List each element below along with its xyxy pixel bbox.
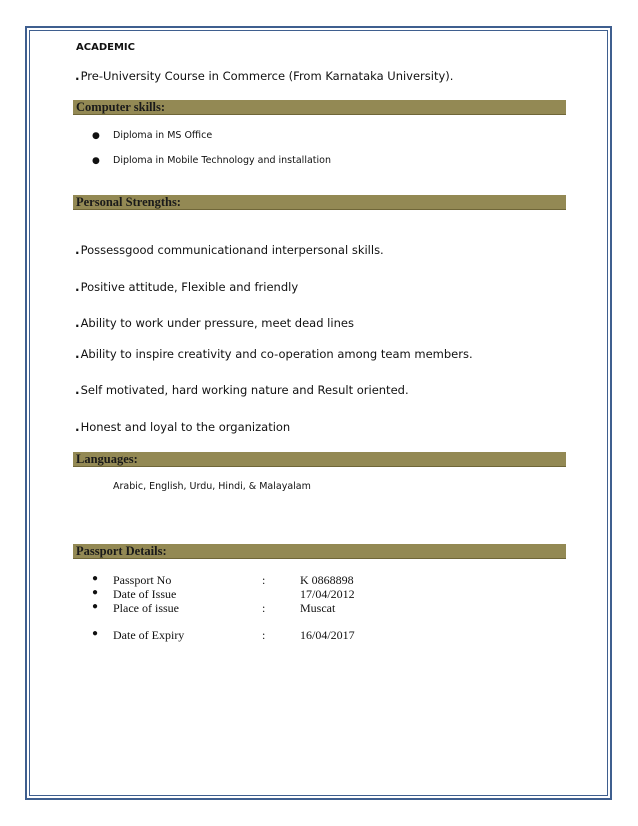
list-item — [75, 316, 354, 330]
list-item — [75, 280, 298, 294]
passport-row-separator: : — [262, 628, 266, 642]
passport-row-value: Muscat — [300, 601, 336, 615]
bullet-icon: ● — [92, 601, 99, 612]
list-item — [75, 243, 384, 257]
list-item — [75, 420, 290, 434]
strength-text: Honest and loyal to the organization — [80, 420, 291, 434]
passport-row-value: K 0868898 — [300, 573, 354, 587]
personal-strengths-heading: Personal Strengths: — [76, 195, 181, 209]
bullet-icon: . — [75, 69, 80, 83]
passport-row-label: Place of issue — [113, 601, 179, 615]
strength-text: Ability to inspire creativity and co-operation among team members. — [80, 347, 473, 361]
list-item — [75, 347, 473, 361]
passport-heading: Passport Details: — [76, 544, 167, 558]
page-border-inner — [29, 30, 608, 796]
list-item — [92, 130, 212, 141]
section-bar-passport-details — [73, 544, 566, 559]
section-bar-languages — [73, 452, 566, 467]
academic-heading: ACADEMIC — [76, 42, 135, 53]
passport-row-label: Date of Issue — [113, 587, 177, 601]
computer-skills-heading: Computer skills: — [76, 100, 166, 114]
bullet-icon: ● — [92, 131, 100, 141]
computer-skill-text: Diploma in MS Office — [113, 130, 213, 141]
strength-text: Possessgood communicationand interpersonal skills. — [80, 243, 384, 257]
list-item — [75, 383, 409, 397]
section-bar-computer-skills — [73, 100, 566, 115]
bullet-icon: . — [75, 420, 80, 434]
bullet-icon: ● — [92, 156, 100, 166]
bullet-icon: ● — [92, 587, 99, 598]
passport-row — [0, 601, 638, 617]
languages-heading: Languages: — [76, 452, 138, 466]
passport-row — [0, 628, 638, 644]
computer-skill-text: Diploma in Mobile Technology and installation — [113, 155, 331, 166]
bullet-icon: . — [75, 243, 80, 257]
languages-text: Arabic, English, Urdu, Hindi, & Malayalam — [113, 481, 311, 492]
strength-text: Self motivated, hard working nature and Result oriented. — [80, 383, 409, 397]
passport-row-separator: : — [262, 601, 266, 615]
academic-item — [75, 69, 453, 83]
academic-item-text: Pre-University Course in Commerce (From Karnataka University). — [80, 69, 454, 83]
passport-row-separator: : — [262, 573, 266, 587]
bullet-icon: . — [75, 347, 80, 361]
bullet-icon: ● — [92, 628, 99, 639]
section-bar-personal-strengths — [73, 195, 566, 210]
list-item — [92, 155, 331, 166]
strength-text: Positive attitude, Flexible and friendly — [80, 280, 299, 294]
strength-text: Ability to work under pressure, meet dead lines — [80, 316, 354, 330]
passport-row-label: Passport No — [113, 573, 172, 587]
passport-row-value: 17/04/2012 — [300, 587, 355, 601]
bullet-icon: ● — [92, 573, 99, 584]
passport-row-label: Date of Expiry — [113, 628, 185, 642]
bullet-icon: . — [75, 316, 80, 330]
bullet-icon: . — [75, 383, 80, 397]
bullet-icon: . — [75, 280, 80, 294]
passport-row-value: 16/04/2017 — [300, 628, 355, 642]
